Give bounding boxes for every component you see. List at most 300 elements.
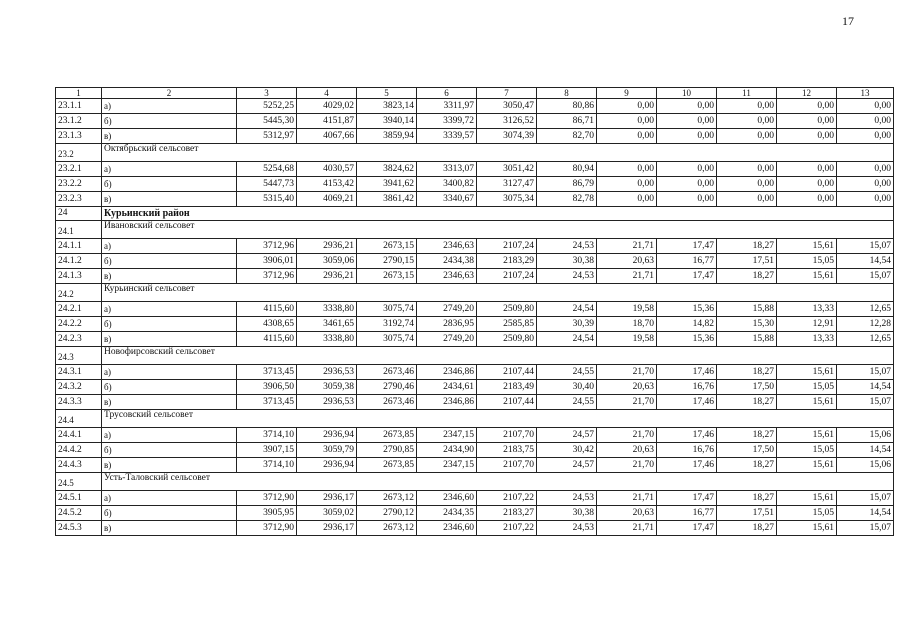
value-cell: 3713,45: [237, 395, 297, 410]
value-cell: 20,63: [597, 506, 657, 521]
value-cell: 19,58: [597, 332, 657, 347]
value-cell: 4067,66: [297, 129, 357, 144]
table-row: [56, 317, 894, 332]
value-cell: 0,00: [777, 162, 837, 177]
value-cell: 17,51: [717, 254, 777, 269]
value-cell: 3905,95: [237, 506, 297, 521]
value-cell: 2107,70: [477, 428, 537, 443]
page-number: 17: [842, 14, 854, 28]
row-variant: а): [102, 428, 237, 443]
value-cell: 18,27: [717, 521, 777, 536]
value-cell: 12,91: [777, 317, 837, 332]
row-variant: в): [102, 332, 237, 347]
value-cell: 15,06: [837, 428, 894, 443]
value-cell: 2183,27: [477, 506, 537, 521]
value-cell: 3313,07: [417, 162, 477, 177]
value-cell: 3906,50: [237, 380, 297, 395]
value-cell: 3941,62: [357, 177, 417, 192]
value-cell: 24,57: [537, 458, 597, 473]
value-cell: 2509,80: [477, 302, 537, 317]
value-cell: 2347,15: [417, 458, 477, 473]
value-cell: 4308,65: [237, 317, 297, 332]
value-cell: 30,39: [537, 317, 597, 332]
value-cell: 14,54: [837, 443, 894, 458]
value-cell: 2107,70: [477, 458, 537, 473]
column-header: 1: [56, 88, 102, 99]
value-cell: 20,63: [597, 380, 657, 395]
row-code: 24.4: [56, 410, 102, 428]
row-variant: б): [102, 177, 237, 192]
value-cell: 2836,95: [417, 317, 477, 332]
value-cell: 3714,10: [237, 458, 297, 473]
value-cell: 3713,45: [237, 365, 297, 380]
value-cell: 2749,20: [417, 302, 477, 317]
value-cell: 3859,94: [357, 129, 417, 144]
value-cell: 0,00: [657, 99, 717, 114]
table-row: [56, 192, 894, 207]
table-row: [56, 162, 894, 177]
value-cell: 3059,06: [297, 254, 357, 269]
value-cell: 3823,14: [357, 99, 417, 114]
value-cell: 4153,42: [297, 177, 357, 192]
value-cell: 0,00: [777, 177, 837, 192]
value-cell: 3714,10: [237, 428, 297, 443]
table-row: [56, 239, 894, 254]
value-cell: 24,57: [537, 428, 597, 443]
value-cell: 30,40: [537, 380, 597, 395]
value-cell: 15,61: [777, 395, 837, 410]
row-code: 23.1.3: [56, 129, 102, 144]
value-cell: 2107,44: [477, 365, 537, 380]
value-cell: 21,71: [597, 239, 657, 254]
value-cell: 0,00: [597, 177, 657, 192]
value-cell: 24,53: [537, 269, 597, 284]
value-cell: 15,36: [657, 302, 717, 317]
value-cell: 3907,15: [237, 443, 297, 458]
value-cell: 3400,82: [417, 177, 477, 192]
value-cell: 15,07: [837, 521, 894, 536]
value-cell: 18,27: [717, 458, 777, 473]
row-variant: в): [102, 395, 237, 410]
tariff-table: [55, 87, 894, 536]
value-cell: 2585,85: [477, 317, 537, 332]
value-cell: 0,00: [597, 99, 657, 114]
value-cell: 15,07: [837, 395, 894, 410]
value-cell: 2790,46: [357, 380, 417, 395]
value-cell: 0,00: [717, 99, 777, 114]
value-cell: 21,70: [597, 458, 657, 473]
section-label: Курьинский сельсовет: [102, 284, 894, 302]
row-code: 24.2.2: [56, 317, 102, 332]
value-cell: 15,61: [777, 491, 837, 506]
value-cell: 17,46: [657, 365, 717, 380]
value-cell: 14,82: [657, 317, 717, 332]
value-cell: 17,46: [657, 428, 717, 443]
value-cell: 15,61: [777, 365, 837, 380]
value-cell: 2673,46: [357, 395, 417, 410]
row-code: 23.1.1: [56, 99, 102, 114]
value-cell: 2107,22: [477, 521, 537, 536]
value-cell: 0,00: [717, 192, 777, 207]
value-cell: 24,54: [537, 302, 597, 317]
row-variant: б): [102, 506, 237, 521]
value-cell: 3127,47: [477, 177, 537, 192]
section-row: [56, 347, 894, 365]
value-cell: 2107,22: [477, 491, 537, 506]
value-cell: 2673,15: [357, 269, 417, 284]
value-cell: 3339,57: [417, 129, 477, 144]
row-variant: б): [102, 380, 237, 395]
value-cell: 2107,44: [477, 395, 537, 410]
row-code: 24.4.2: [56, 443, 102, 458]
value-cell: 21,70: [597, 365, 657, 380]
section-label: Трусовский сельсовет: [102, 410, 894, 428]
row-code: 24.2.3: [56, 332, 102, 347]
value-cell: 4029,02: [297, 99, 357, 114]
row-variant: б): [102, 114, 237, 129]
value-cell: 16,77: [657, 254, 717, 269]
value-cell: 17,47: [657, 269, 717, 284]
value-cell: 2790,15: [357, 254, 417, 269]
table-row: [56, 114, 894, 129]
value-cell: 4069,21: [297, 192, 357, 207]
value-cell: 2749,20: [417, 332, 477, 347]
value-cell: 0,00: [837, 177, 894, 192]
table-row: [56, 365, 894, 380]
value-cell: 15,05: [777, 506, 837, 521]
row-variant: а): [102, 365, 237, 380]
table-row: [56, 129, 894, 144]
row-code: 24.5.2: [56, 506, 102, 521]
value-cell: 2673,46: [357, 365, 417, 380]
value-cell: 24,55: [537, 395, 597, 410]
value-cell: 18,27: [717, 269, 777, 284]
row-variant: в): [102, 192, 237, 207]
row-code: 24: [56, 207, 102, 221]
value-cell: 3340,67: [417, 192, 477, 207]
value-cell: 17,46: [657, 395, 717, 410]
value-cell: 0,00: [837, 162, 894, 177]
value-cell: 14,54: [837, 380, 894, 395]
column-header: 5: [357, 88, 417, 99]
value-cell: 21,70: [597, 428, 657, 443]
value-cell: 18,27: [717, 491, 777, 506]
value-cell: 2346,63: [417, 239, 477, 254]
value-cell: 0,00: [717, 129, 777, 144]
table-row: [56, 99, 894, 114]
value-cell: 0,00: [837, 129, 894, 144]
value-cell: 18,27: [717, 239, 777, 254]
value-cell: 17,47: [657, 239, 717, 254]
value-cell: 2936,94: [297, 428, 357, 443]
value-cell: 17,51: [717, 506, 777, 521]
value-cell: 2183,49: [477, 380, 537, 395]
row-code: 24.1: [56, 221, 102, 239]
table-row: [56, 395, 894, 410]
table-row: [56, 332, 894, 347]
section-row: [56, 144, 894, 162]
row-variant: б): [102, 317, 237, 332]
row-code: 24.1.2: [56, 254, 102, 269]
section-row: [56, 221, 894, 239]
section-label: Октябрьский сельсовет: [102, 144, 894, 162]
value-cell: 0,00: [597, 192, 657, 207]
value-cell: 21,70: [597, 395, 657, 410]
value-cell: 2673,12: [357, 521, 417, 536]
value-cell: 15,07: [837, 365, 894, 380]
value-cell: 4115,60: [237, 332, 297, 347]
value-cell: 2346,86: [417, 365, 477, 380]
value-cell: 2790,12: [357, 506, 417, 521]
value-cell: 17,46: [657, 458, 717, 473]
column-header: 2: [102, 88, 237, 99]
value-cell: 2673,15: [357, 239, 417, 254]
value-cell: 4151,87: [297, 114, 357, 129]
value-cell: 15,36: [657, 332, 717, 347]
value-cell: 24,53: [537, 239, 597, 254]
value-cell: 3192,74: [357, 317, 417, 332]
value-cell: 17,50: [717, 380, 777, 395]
section-row: [56, 410, 894, 428]
value-cell: 17,47: [657, 491, 717, 506]
row-variant: б): [102, 254, 237, 269]
column-header: 8: [537, 88, 597, 99]
row-code: 24.5: [56, 473, 102, 491]
value-cell: 0,00: [657, 129, 717, 144]
value-cell: 24,53: [537, 521, 597, 536]
section-row: [56, 284, 894, 302]
value-cell: 16,76: [657, 443, 717, 458]
section-label: Новофирсовский сельсовет: [102, 347, 894, 365]
value-cell: 20,63: [597, 254, 657, 269]
value-cell: 0,00: [657, 192, 717, 207]
value-cell: 0,00: [837, 192, 894, 207]
table-row: [56, 302, 894, 317]
table-row: [56, 506, 894, 521]
value-cell: 2434,90: [417, 443, 477, 458]
value-cell: 2346,60: [417, 491, 477, 506]
row-code: 24.1.1: [56, 239, 102, 254]
value-cell: 2936,94: [297, 458, 357, 473]
row-code: 24.2.1: [56, 302, 102, 317]
value-cell: 3075,74: [357, 302, 417, 317]
value-cell: 3126,52: [477, 114, 537, 129]
value-cell: 2509,80: [477, 332, 537, 347]
value-cell: 15,61: [777, 521, 837, 536]
value-cell: 80,86: [537, 99, 597, 114]
value-cell: 2790,85: [357, 443, 417, 458]
value-cell: 17,47: [657, 521, 717, 536]
value-cell: 2183,29: [477, 254, 537, 269]
value-cell: 18,70: [597, 317, 657, 332]
value-cell: 2936,53: [297, 365, 357, 380]
value-cell: 3399,72: [417, 114, 477, 129]
value-cell: 82,78: [537, 192, 597, 207]
value-cell: 24,54: [537, 332, 597, 347]
row-code: 23.1.2: [56, 114, 102, 129]
value-cell: 21,71: [597, 521, 657, 536]
value-cell: 15,61: [777, 458, 837, 473]
value-cell: 2107,24: [477, 269, 537, 284]
value-cell: 14,54: [837, 254, 894, 269]
table-row: [56, 491, 894, 506]
value-cell: 3712,90: [237, 491, 297, 506]
value-cell: 30,38: [537, 506, 597, 521]
value-cell: 15,07: [837, 491, 894, 506]
column-header: 3: [237, 88, 297, 99]
value-cell: 15,06: [837, 458, 894, 473]
value-cell: 0,00: [657, 114, 717, 129]
value-cell: 2347,15: [417, 428, 477, 443]
row-variant: б): [102, 443, 237, 458]
value-cell: 15,07: [837, 269, 894, 284]
value-cell: 0,00: [717, 114, 777, 129]
value-cell: 15,30: [717, 317, 777, 332]
column-header: 9: [597, 88, 657, 99]
value-cell: 2673,85: [357, 458, 417, 473]
value-cell: 0,00: [777, 192, 837, 207]
value-cell: 82,70: [537, 129, 597, 144]
table-header-row: [56, 88, 894, 99]
value-cell: 20,63: [597, 443, 657, 458]
table-row: [56, 443, 894, 458]
row-code: 23.2.2: [56, 177, 102, 192]
value-cell: 80,94: [537, 162, 597, 177]
value-cell: 2183,75: [477, 443, 537, 458]
district-label: Курьинский район: [102, 207, 894, 221]
value-cell: 5312,97: [237, 129, 297, 144]
value-cell: 24,53: [537, 491, 597, 506]
column-header: 11: [717, 88, 777, 99]
table-row: [56, 254, 894, 269]
section-label: Ивановский сельсовет: [102, 221, 894, 239]
row-code: 24.5.3: [56, 521, 102, 536]
value-cell: 3338,80: [297, 302, 357, 317]
value-cell: 12,65: [837, 302, 894, 317]
value-cell: 30,38: [537, 254, 597, 269]
value-cell: 0,00: [597, 129, 657, 144]
value-cell: 2434,61: [417, 380, 477, 395]
value-cell: 13,33: [777, 302, 837, 317]
value-cell: 3712,90: [237, 521, 297, 536]
value-cell: 3824,62: [357, 162, 417, 177]
column-header: 7: [477, 88, 537, 99]
value-cell: 3338,80: [297, 332, 357, 347]
row-variant: а): [102, 491, 237, 506]
value-cell: 3074,39: [477, 129, 537, 144]
table-row: [56, 428, 894, 443]
value-cell: 15,61: [777, 269, 837, 284]
value-cell: 3712,96: [237, 269, 297, 284]
value-cell: 13,33: [777, 332, 837, 347]
value-cell: 5447,73: [237, 177, 297, 192]
value-cell: 3712,96: [237, 239, 297, 254]
column-header: 4: [297, 88, 357, 99]
value-cell: 15,61: [777, 428, 837, 443]
row-code: 23.2.3: [56, 192, 102, 207]
value-cell: 4115,60: [237, 302, 297, 317]
table-row: [56, 458, 894, 473]
value-cell: 5252,25: [237, 99, 297, 114]
row-code: 24.1.3: [56, 269, 102, 284]
value-cell: 30,42: [537, 443, 597, 458]
value-cell: 18,27: [717, 365, 777, 380]
row-variant: а): [102, 99, 237, 114]
value-cell: 3311,97: [417, 99, 477, 114]
value-cell: 15,61: [777, 239, 837, 254]
value-cell: 0,00: [657, 177, 717, 192]
row-code: 24.3.2: [56, 380, 102, 395]
value-cell: 2346,63: [417, 269, 477, 284]
value-cell: 12,65: [837, 332, 894, 347]
table-row: [56, 521, 894, 536]
value-cell: 15,88: [717, 302, 777, 317]
table-row: [56, 269, 894, 284]
row-variant: а): [102, 302, 237, 317]
table-row: [56, 177, 894, 192]
row-code: 23.2: [56, 144, 102, 162]
value-cell: 2673,12: [357, 491, 417, 506]
row-code: 24.3.1: [56, 365, 102, 380]
value-cell: 2346,60: [417, 521, 477, 536]
value-cell: 0,00: [597, 162, 657, 177]
value-cell: 0,00: [597, 114, 657, 129]
value-cell: 19,58: [597, 302, 657, 317]
value-cell: 21,71: [597, 269, 657, 284]
value-cell: 15,07: [837, 239, 894, 254]
column-header: 10: [657, 88, 717, 99]
value-cell: 3906,01: [237, 254, 297, 269]
value-cell: 3940,14: [357, 114, 417, 129]
value-cell: 2107,24: [477, 239, 537, 254]
value-cell: 5315,40: [237, 192, 297, 207]
value-cell: 5445,30: [237, 114, 297, 129]
value-cell: 2936,21: [297, 239, 357, 254]
table-row: [56, 380, 894, 395]
value-cell: 3059,02: [297, 506, 357, 521]
value-cell: 0,00: [657, 162, 717, 177]
column-header: 13: [837, 88, 894, 99]
column-header: 12: [777, 88, 837, 99]
value-cell: 3059,38: [297, 380, 357, 395]
row-variant: а): [102, 239, 237, 254]
value-cell: 2434,38: [417, 254, 477, 269]
row-variant: а): [102, 162, 237, 177]
row-code: 24.3.3: [56, 395, 102, 410]
value-cell: 21,71: [597, 491, 657, 506]
value-cell: 0,00: [777, 99, 837, 114]
row-code: 24.4.1: [56, 428, 102, 443]
row-code: 24.5.1: [56, 491, 102, 506]
value-cell: 3461,65: [297, 317, 357, 332]
value-cell: 5254,68: [237, 162, 297, 177]
row-code: 24.4.3: [56, 458, 102, 473]
value-cell: 86,79: [537, 177, 597, 192]
value-cell: 3861,42: [357, 192, 417, 207]
value-cell: 18,27: [717, 428, 777, 443]
value-cell: 2434,35: [417, 506, 477, 521]
value-cell: 2936,21: [297, 269, 357, 284]
value-cell: 15,05: [777, 380, 837, 395]
row-variant: в): [102, 269, 237, 284]
value-cell: 2346,86: [417, 395, 477, 410]
section-label: Усть-Таловский сельсовет: [102, 473, 894, 491]
value-cell: 4030,57: [297, 162, 357, 177]
value-cell: 2936,53: [297, 395, 357, 410]
row-code: 24.3: [56, 347, 102, 365]
value-cell: 0,00: [777, 129, 837, 144]
value-cell: 14,54: [837, 506, 894, 521]
